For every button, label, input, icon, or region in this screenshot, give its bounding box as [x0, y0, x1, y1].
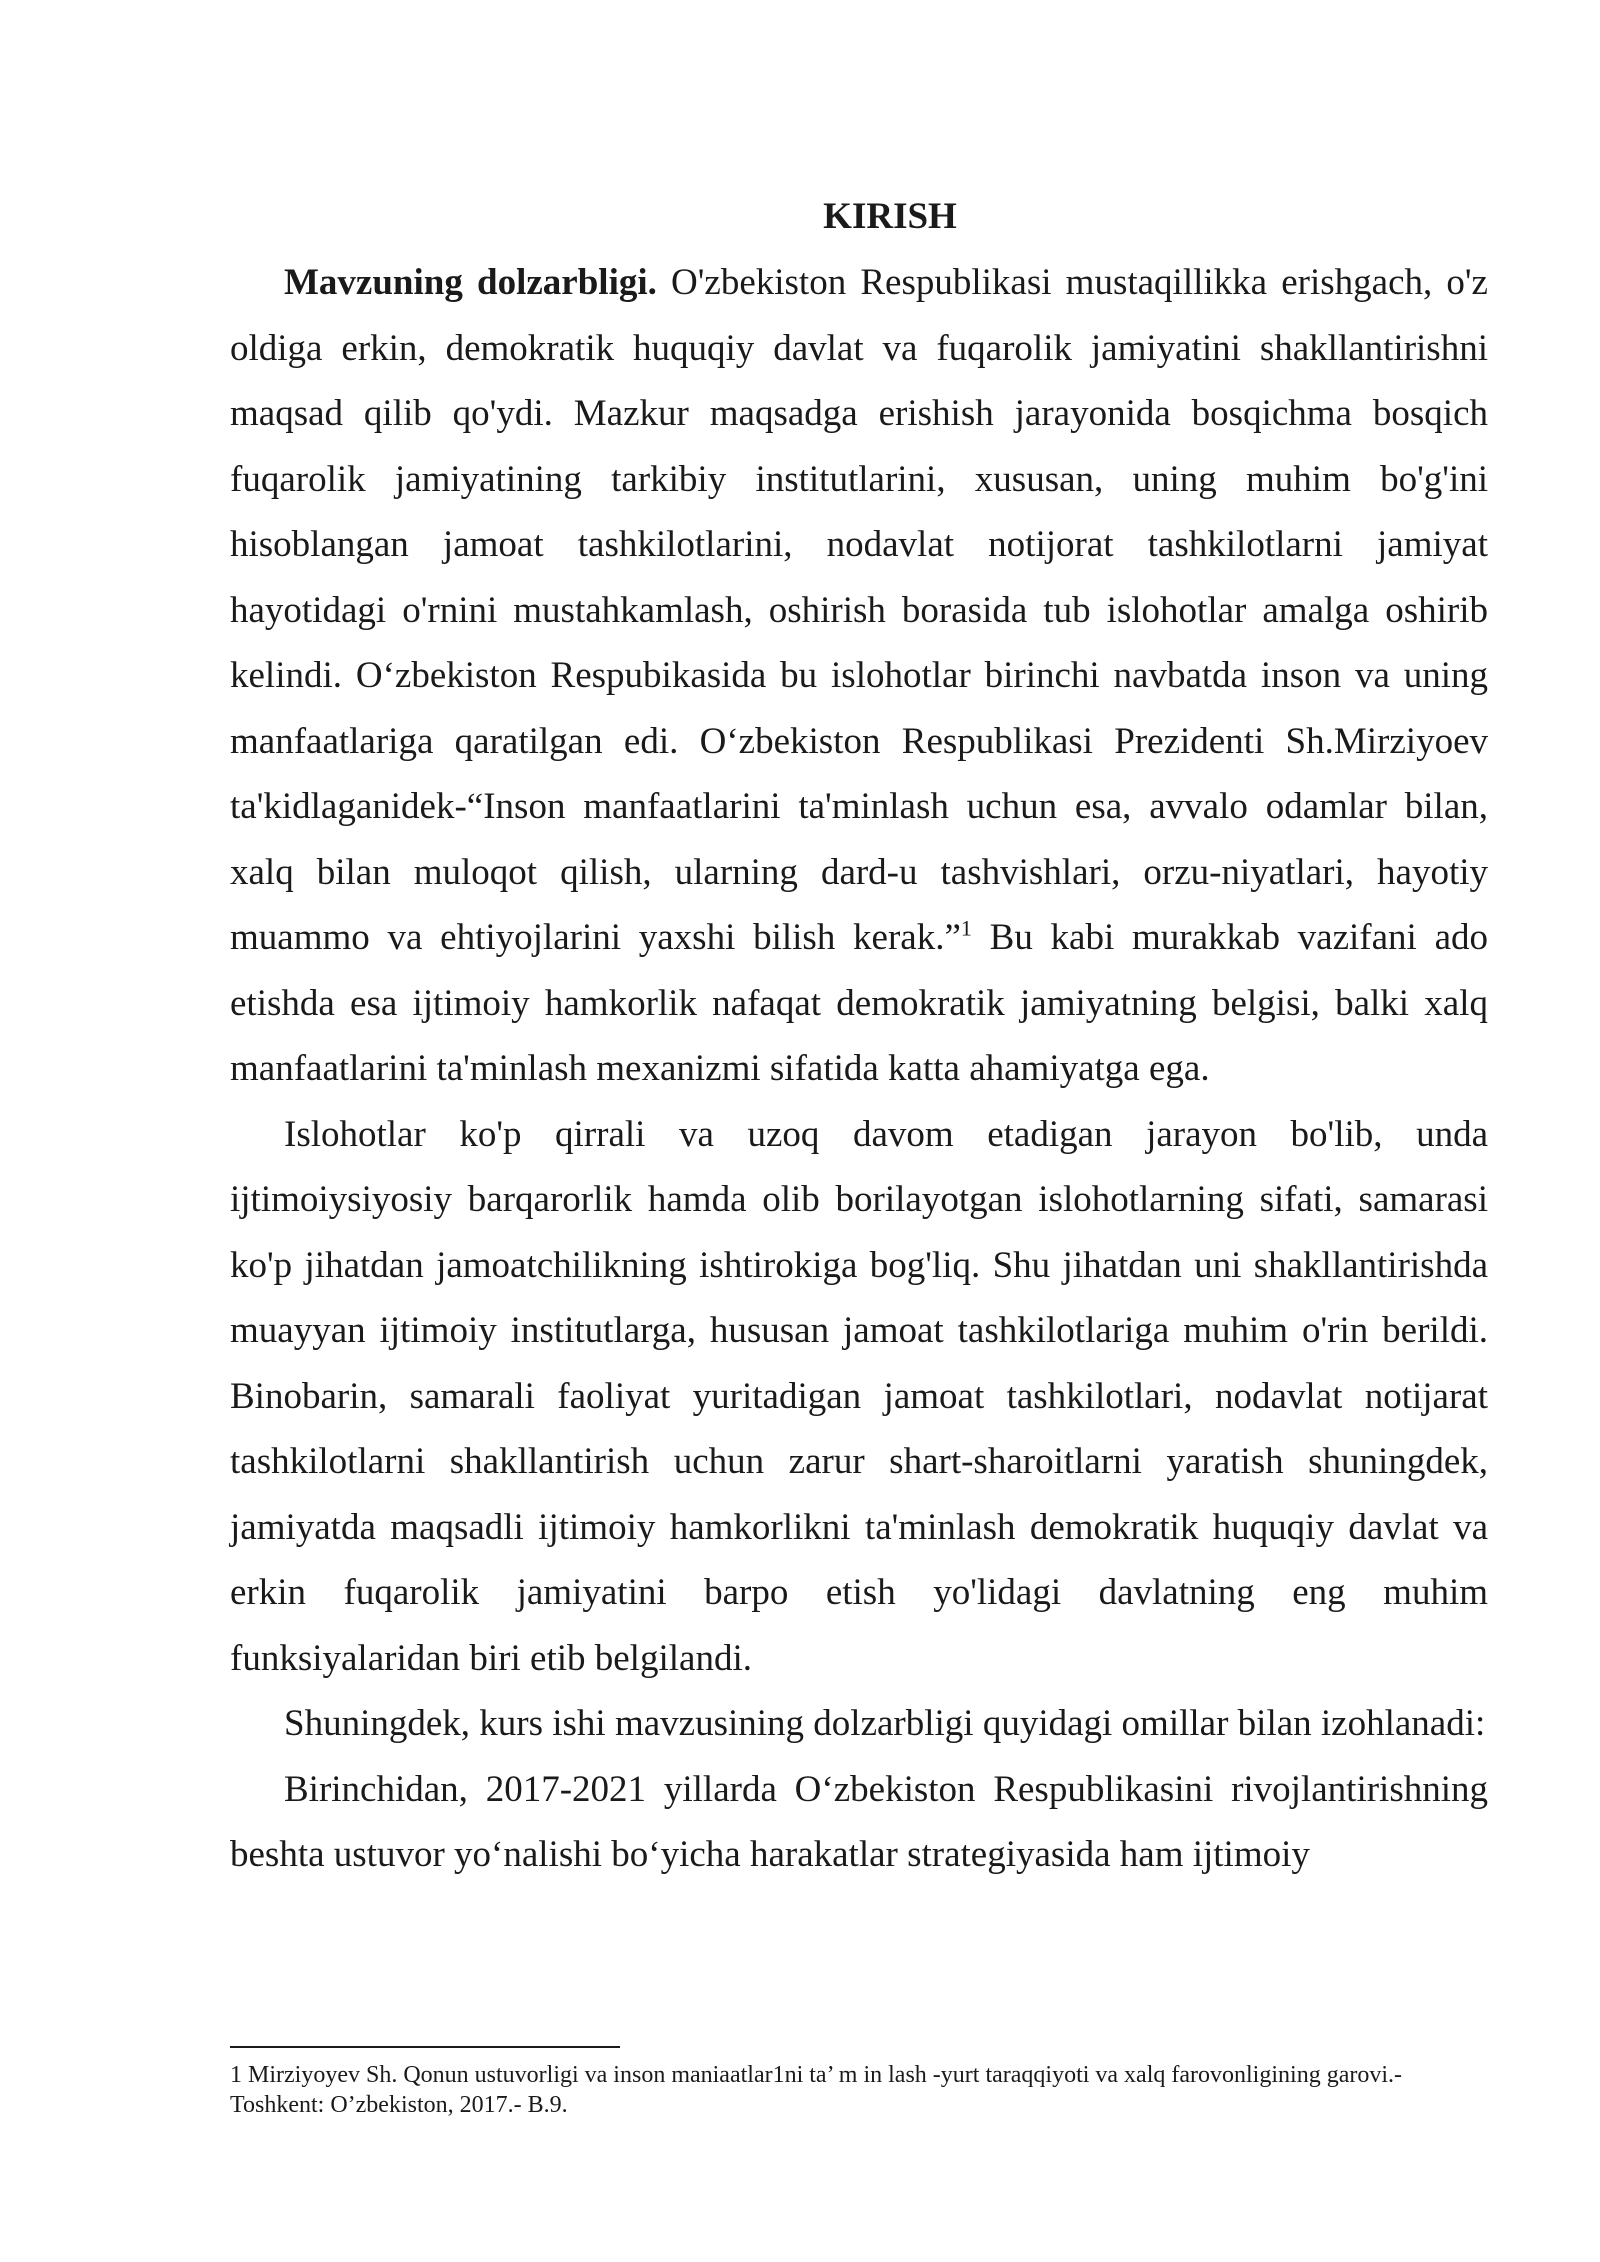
footnote-reference[interactable]: 1	[960, 915, 972, 941]
paragraph-relevance	[230, 250, 1488, 1102]
section-heading: KIRISH	[823, 196, 957, 237]
body-text	[230, 250, 1488, 1888]
footnote-separator	[230, 2046, 620, 2048]
paragraph-factors-intro: Shuningdek, kurs ishi mavzusining dolzarbligi quyidagi omillar bilan izohlanadi:	[284, 1703, 1486, 1744]
paragraph-first-factor: Birinchidan, 2017-2021 yillarda O‘zbekiston Respublikasini rivojlantirishning beshta ustuvor yo‘nalishi bo‘yicha harakatlar strategiyasida ham ijtimoiy	[230, 1768, 1488, 1875]
footnote-text: 1 Mirziyoyev Sh. Qonun ustuvorligi va inson maniaatlar1ni ta’ m in lash -yurt taraqqiyoti va xalq farovonligining garovi.-Toshkent: O’zbekiston, 2017.- B.9.	[230, 2062, 1402, 2118]
paragraph-lead: Mavzuning dolzarbligi.	[284, 262, 657, 303]
paragraph-text-continued: Bu kabi murakkab vazifani ado etishda esa ijtimoiy hamkorlik nafaqat demokratik jamiyatning belgisi, balki xalq manfaatlarini ta'minlash mexanizmi sifatida katta ahamiyatga ega.	[230, 917, 1488, 1089]
paragraph-reforms: Islohotlar ko'p qirrali va uzoq davom etadigan jarayon bo'lib, unda ijtimoiysiyosiy barqarorlik hamda olib borilayotgan islohotlarning sifati, samarasi ko'p jihatdan jamoatchilikning ishtirokiga bog'liq. Shu jihatdan uni shakllantirishda muayyan ijtimoiy institutlarga, hususan jamoat tashkilotlariga muhim o'rin berildi. Binobarin, samarali faoliyat yuritadigan jamoat tashkilotlari, nodavlat notijarat tashkilotlarni shakllantirish uchun zarur shart-sharoitlarni yaratish shuningdek, jamiyatda maqsadli ijtimoiy hamkorlikni ta'minlash demokratik huquqiy davlat va erkin fuqarolik jamiyatini barpo etish yo'lidagi davlatning eng muhim funksiyalaridan biri etib belgilandi.	[230, 1113, 1488, 1679]
paragraph-text: O'zbekiston Respublikasi mustaqillikka erishgach, o'z oldiga erkin, demokratik huquqiy davlat va fuqarolik jamiyatini shakllantirishni maqsad qilib qo'ydi. Mazkur maqsadga erishish jarayonida bosqichma bosqich fuqarolik jamiyatining tarkibiy institutlarini, xususan, uning muhim bo'g'ini hisoblangan jamoat tashkilotlarini, nodavlat notijorat tashkilotlarni jamiyat hayotidagi o'rnini mustahkamlash, oshirish borasida tub islohotlar amalga oshirib kelindi. O‘zbekiston Respubikasida bu islohotlar birinchi navbatda inson va uning manfaatlariga qaratilgan edi. O‘zbekiston Respublikasi Prezidenti Sh.Mirziyoev ta'kidlaganidek-“Inson manfaatlarini ta'minlash uchun esa, avvalo odamlar bilan, xalq bilan muloqot qilish, ularning dard-u tashvishlari, orzu-niyatlari, hayotiy muammo va ehtiyojlarini yaxshi bilish kerak.”	[230, 262, 1488, 958]
